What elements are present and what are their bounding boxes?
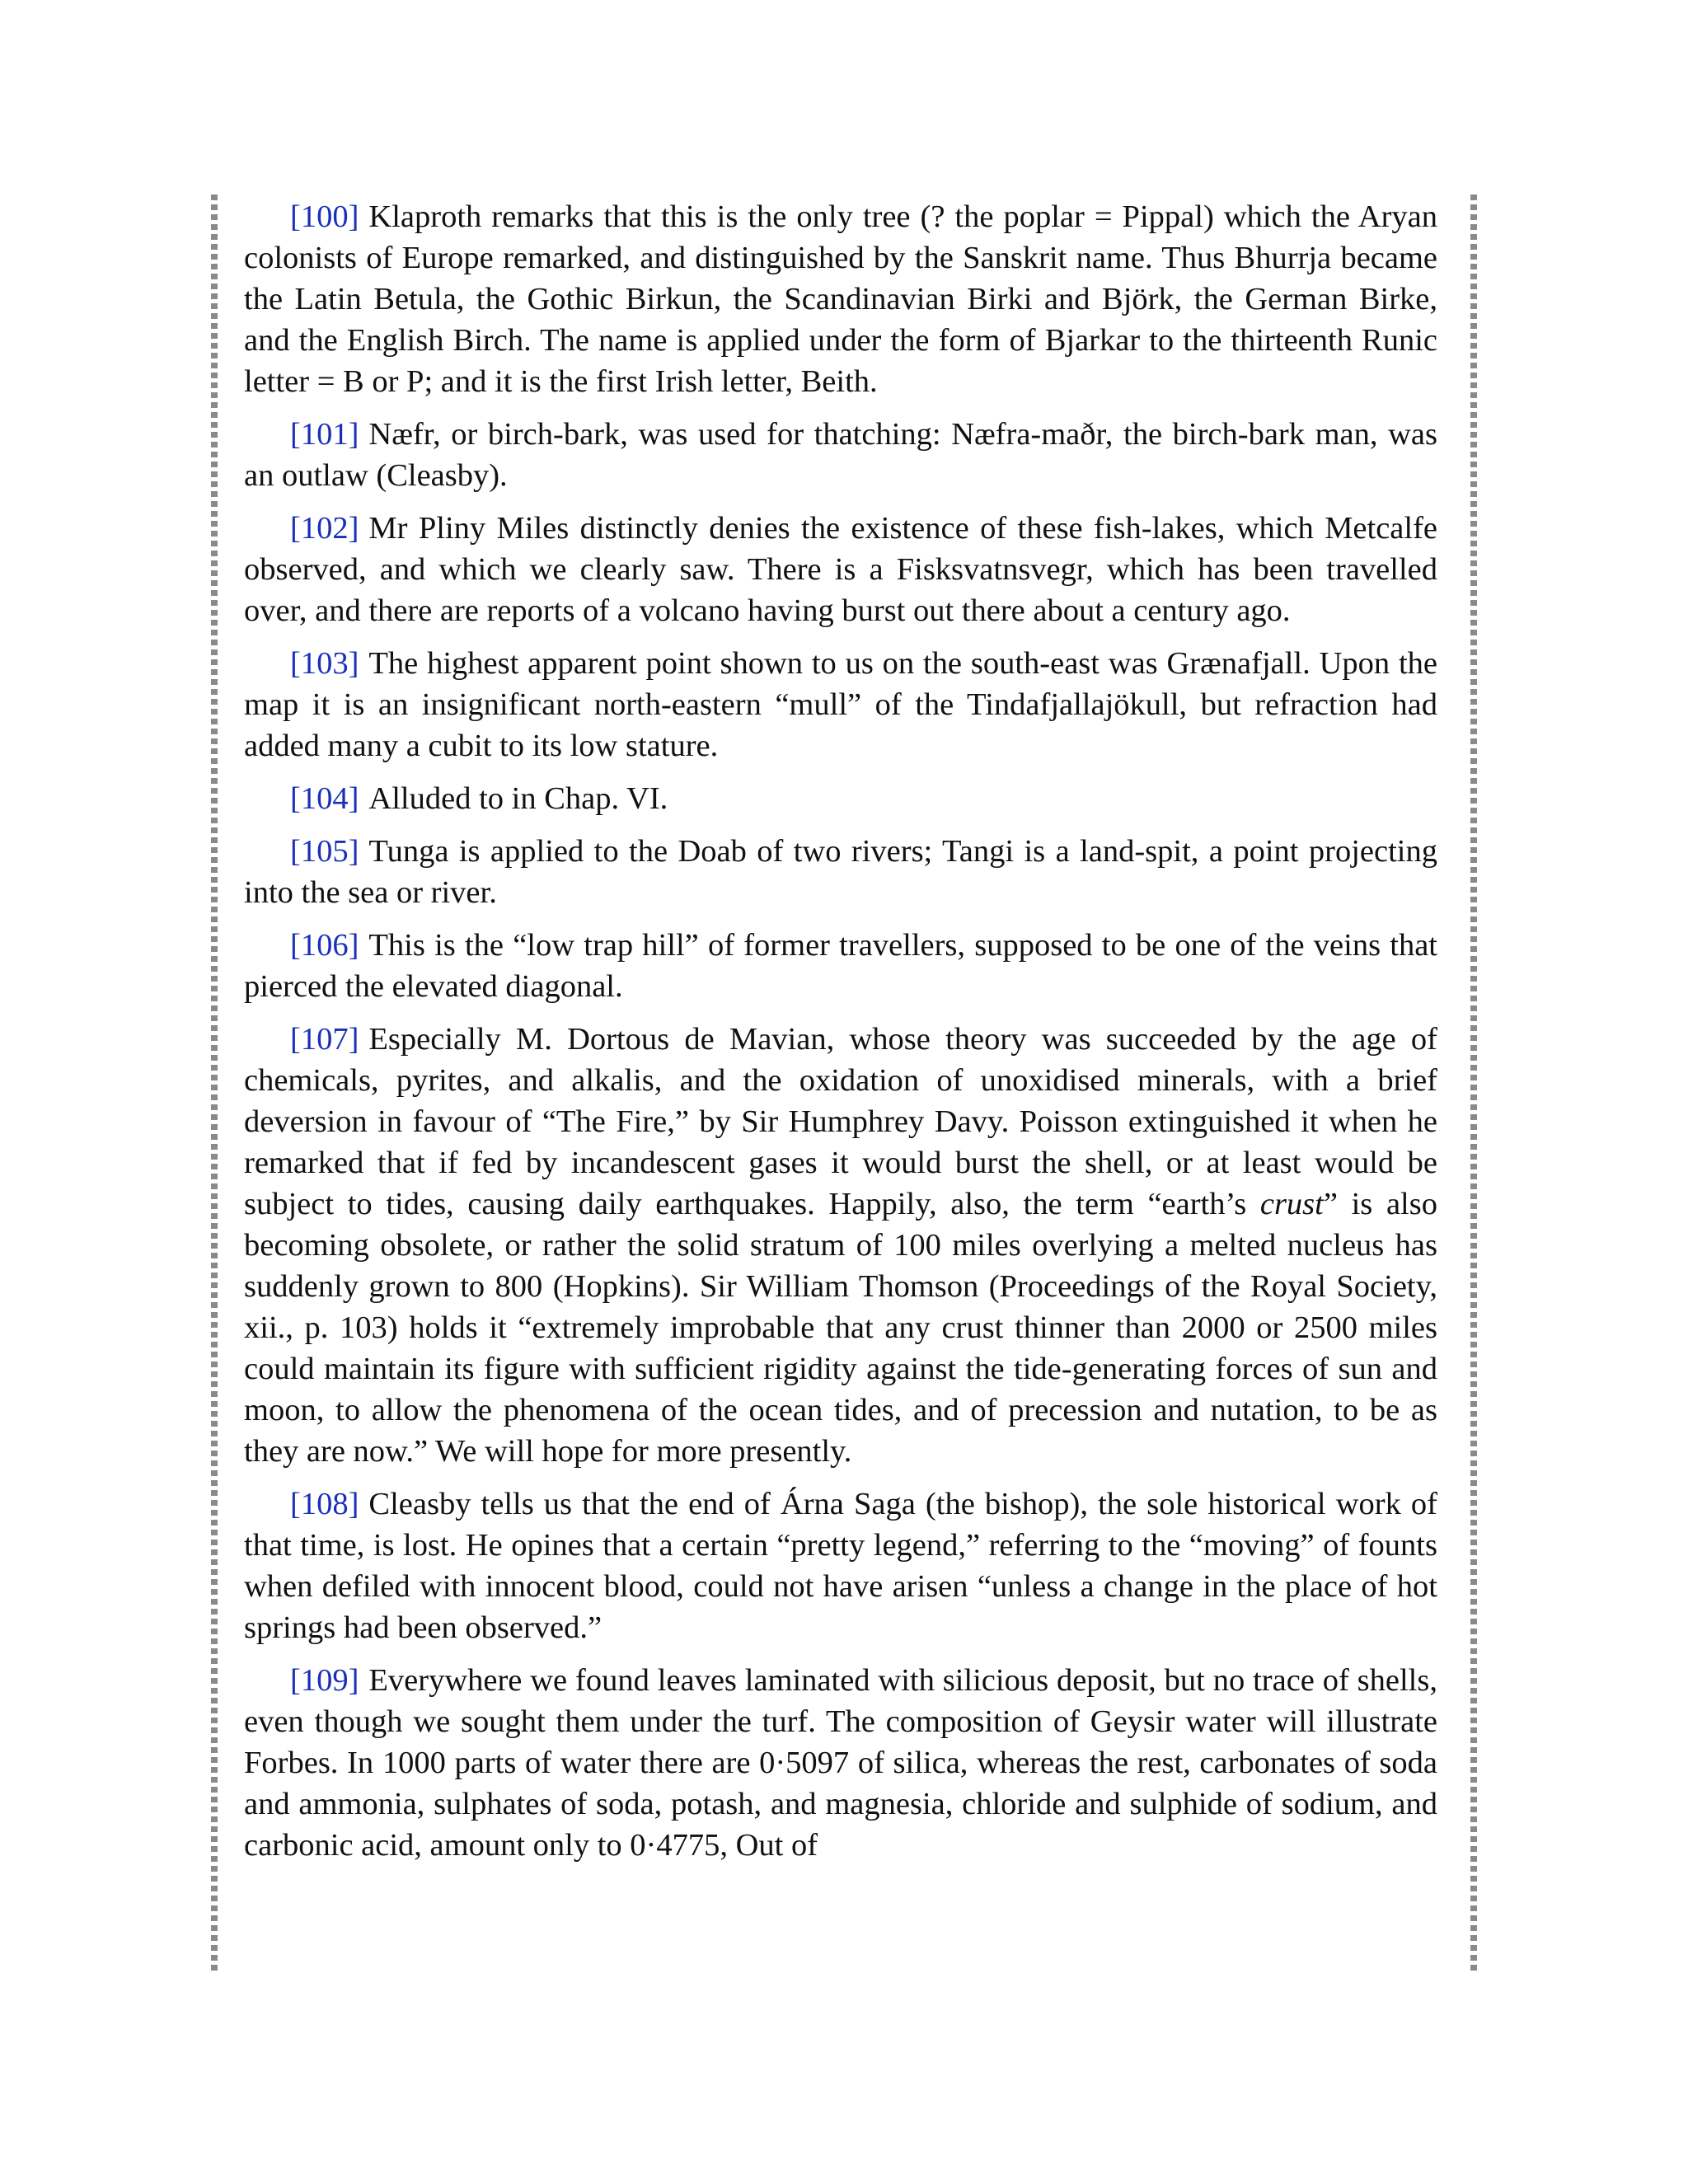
footnote-backlink[interactable]: [102]: [290, 511, 359, 546]
footnote-text: [244, 1487, 1437, 1645]
footnote-text-segment: This is the “low trap hill” of former travellers, supposed to be one of the veins that pierced the elevated diagonal.: [244, 928, 1437, 1004]
footnote-text: [244, 1022, 1437, 1469]
footnote-text: [244, 511, 1437, 628]
footnote-text-segment: Especially M. Dortous de Mavian, whose theory was succeeded by the age of chemicals, pyrites, and alkalis, and the oxidation of unoxidised minerals, with a brief deversion in favour of “The Fire,” by Sir Humphrey Davy. Poisson extinguished it when he remarked that if fed by incandescent gases it would burst the shell, or at least would be subject to tides, causing daily earthquakes. Happily, also, the term “earth’s: [244, 1022, 1437, 1221]
footnote-text: [244, 646, 1437, 763]
footnotes-body: [244, 196, 1437, 1877]
footnote-paragraph: [244, 414, 1437, 496]
footnote-text-segment: Tunga is applied to the Doab of two rivers; Tangi is a land-spit, a point projecting into the sea or river.: [244, 834, 1437, 910]
footnote-text: [244, 928, 1437, 1004]
footnote-backlink[interactable]: [105]: [290, 834, 359, 869]
footnote-paragraph: [244, 196, 1437, 402]
left-margin-rule: [211, 194, 218, 1973]
footnote-text: [244, 199, 1437, 399]
footnote-backlink[interactable]: [103]: [290, 646, 359, 681]
footnote-backlink[interactable]: [101]: [290, 417, 359, 452]
right-margin-rule: [1470, 194, 1477, 1973]
footnote-paragraph: [244, 831, 1437, 913]
footnote-text-segment: The highest apparent point shown to us on the south-east was Grænafjall. Upon the map it is an insignificant north-eastern “mull” of the Tindafjallajökull, but refraction had added many a cubit to its low stature.: [244, 646, 1437, 763]
footnote-text-segment: ” is also becoming obsolete, or rather the solid stratum of 100 miles overlying a melted nucleus has suddenly grown to 800 (Hopkins). Sir William Thomson (Proceedings of the Royal Society, xii., p. 103) holds it “extremely improbable that any crust thinner than 2000 or 2500 miles could maintain its figure with sufficient rigidity against the tide-generating forces of sun and moon, to allow the phenomena of the ocean tides, and of precession and nutation, to be as they are now.” We will hope for more presently.: [244, 1187, 1437, 1469]
footnote-text-segment: Næfr, or birch-bark, was used for thatching: Næfra-maðr, the birch-bark man, was an outlaw (Cleasby).: [244, 417, 1437, 493]
footnote-paragraph: [244, 925, 1437, 1007]
footnote-text: [368, 781, 668, 816]
footnote-backlink[interactable]: [100]: [290, 199, 359, 234]
footnote-backlink[interactable]: [104]: [290, 781, 359, 816]
footnote-text-segment: Klaproth remarks that this is the only tree (? the poplar = Pippal) which the Aryan colonists of Europe remarked, and distinguished by the Sanskrit name. Thus Bhurrja became the Latin Betula, the Gothic Birkun, the Scandinavian Birki and Björk, the German Birke, and the English Birch. The name is applied under the form of Bjarkar to the thirteenth Runic letter = B or P; and it is the first Irish letter, Beith.: [244, 199, 1437, 399]
footnote-text-segment: Cleasby tells us that the end of Árna Saga (the bishop), the sole historical work of that time, is lost. He opines that a certain “pretty legend,” referring to the “moving” of founts when defiled with innocent blood, could not have arisen “unless a change in the place of hot springs had been observed.”: [244, 1487, 1437, 1645]
footnote-italic-text: crust: [1259, 1187, 1324, 1221]
footnote-text: [244, 417, 1437, 493]
footnote-text: [244, 1663, 1437, 1863]
footnote-text-segment: Everywhere we found leaves laminated with silicious deposit, but no trace of shells, even though we sought them under the turf. The composition of Geysir water will illustrate Forbes. In 1000 parts of water there are 0·5097 of silica, whereas the rest, carbonates of soda and ammonia, sulphates of soda, potash, and magnesia, chloride and sulphide of sodium, and carbonic acid, amount only to 0·4775, Out of: [244, 1663, 1437, 1863]
footnote-paragraph: [244, 643, 1437, 766]
footnote-paragraph: [244, 778, 1437, 819]
footnote-backlink[interactable]: [109]: [290, 1663, 359, 1698]
footnote-paragraph: [244, 1660, 1437, 1866]
footnote-text: [244, 834, 1437, 910]
footnote-text-segment: Alluded to in Chap. VI.: [368, 781, 668, 816]
footnote-paragraph: [244, 508, 1437, 631]
footnote-text-segment: Mr Pliny Miles distinctly denies the existence of these fish-lakes, which Metcalfe observed, and which we clearly saw. There is a Fisksvatnsvegr, which has been travelled over, and there are reports of a volcano having burst out there about a century ago.: [244, 511, 1437, 628]
footnote-paragraph: [244, 1483, 1437, 1648]
footnote-backlink[interactable]: [106]: [290, 928, 359, 963]
footnote-backlink[interactable]: [107]: [290, 1022, 359, 1057]
footnote-paragraph: [244, 1019, 1437, 1472]
footnote-backlink[interactable]: [108]: [290, 1487, 359, 1521]
